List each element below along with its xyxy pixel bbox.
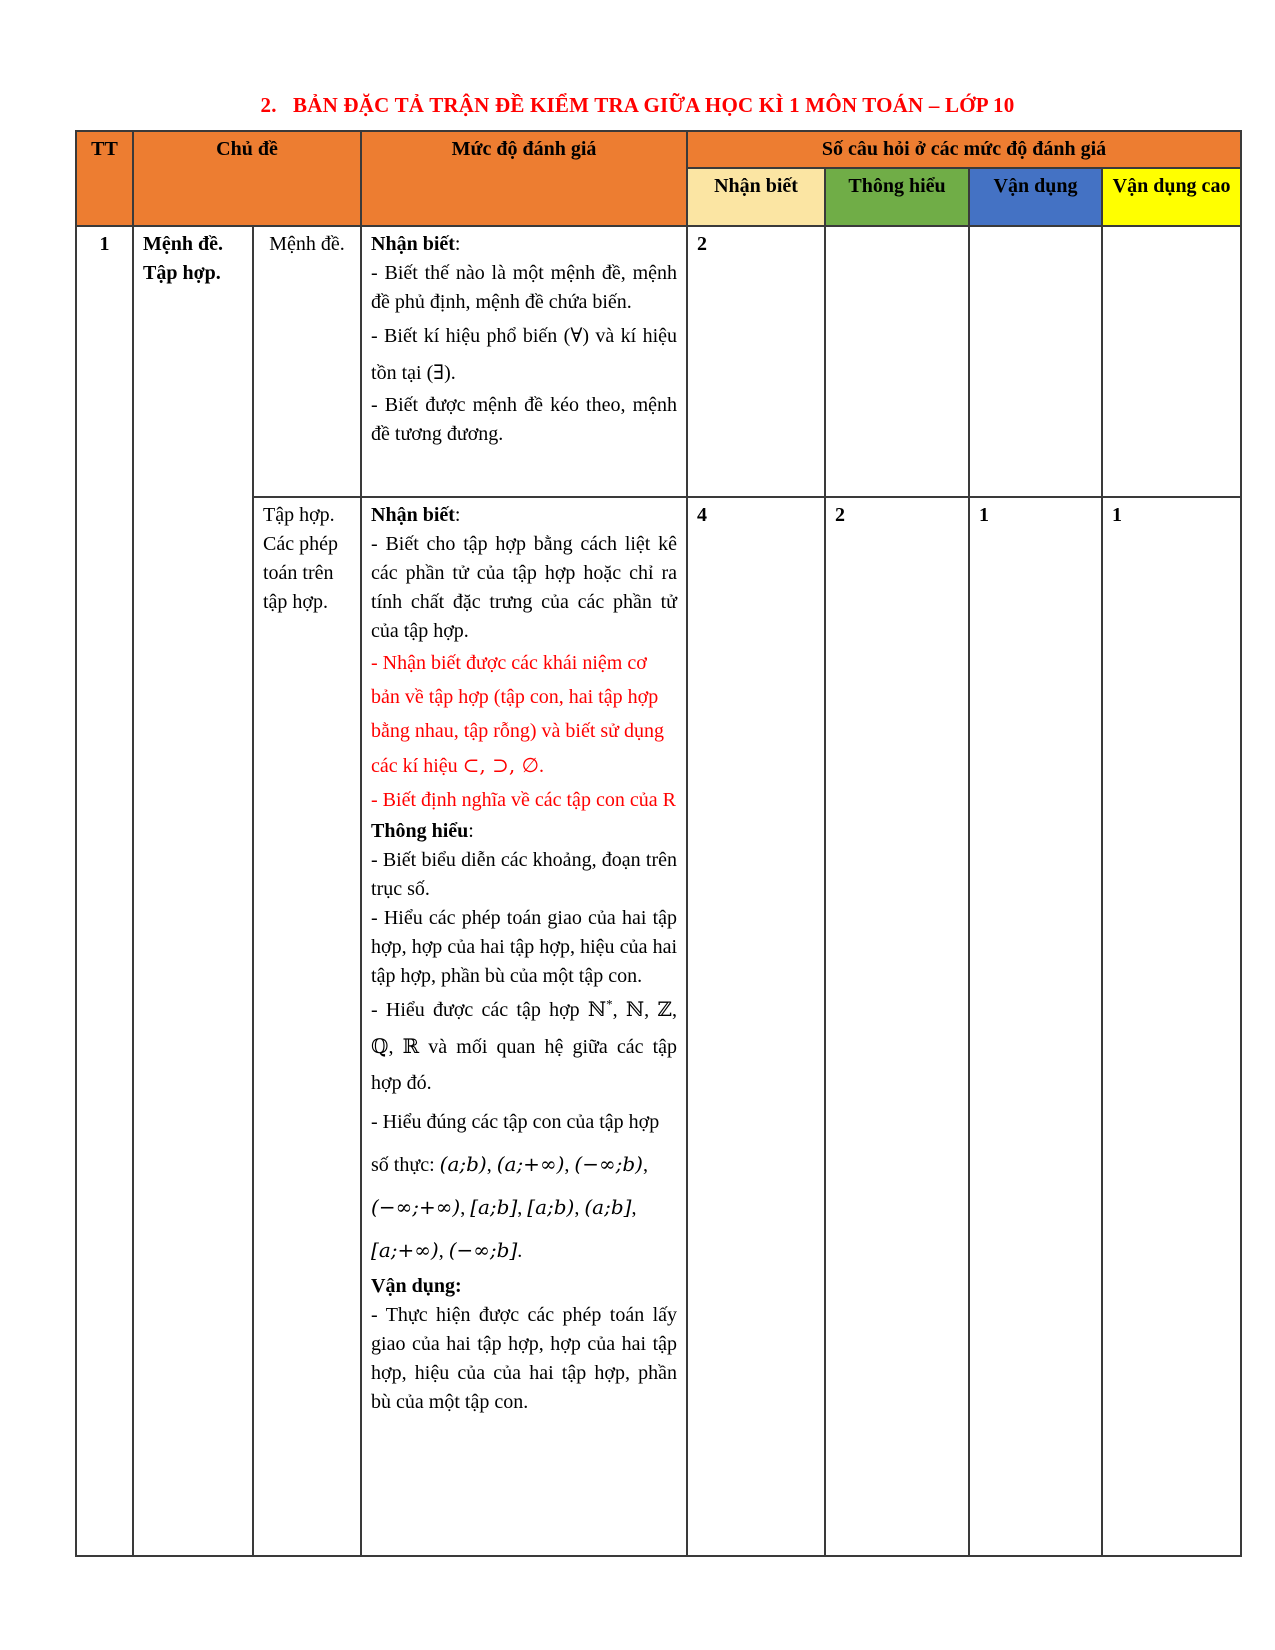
body-row-menh-de (76, 226, 1241, 497)
text-segment: , (438, 1240, 449, 1262)
text-segment: , (460, 1197, 471, 1219)
criteria-item (371, 259, 677, 317)
text-segment: - Hiểu các phép toán giao của hai tập hợp, hợp của hai tập hợp, hiệu của hai tập hợp, phần bù của một tập con. (371, 907, 678, 987)
text-segment: [a;b) (527, 1195, 575, 1219)
count-thong-hieu-cell (825, 226, 969, 497)
text-segment: (−∞;+∞) (371, 1195, 461, 1219)
text-segment: - Biết biểu diễn các khoảng, đoạn trên trục số. (371, 849, 678, 900)
header-row-1 (76, 131, 1241, 168)
count-van-dung-cao-cell: 1 (1102, 497, 1241, 1556)
text-segment: ℚ (371, 1034, 389, 1058)
text-segment: Vận dụng: (371, 1275, 462, 1297)
text-segment: , (631, 1197, 637, 1219)
text-segment: , (612, 999, 626, 1021)
criteria-item (371, 783, 677, 817)
text-segment: - Biết kí hiệu phổ biến ( (371, 325, 571, 347)
text-segment: - Nhận biết được các khái niệm cơ bản về tập hợp (tập con, hai tập hợp bằng nhau, tập rỗng) và biết sử dụng các kí hiệu (371, 652, 665, 777)
text-segment: [a;b] (470, 1195, 518, 1219)
text-segment: (a;+∞) (496, 1152, 565, 1176)
criteria-item (371, 846, 677, 904)
criteria-item (371, 646, 677, 783)
text-segment: , (642, 1154, 648, 1176)
criteria-cell-menh-de (361, 226, 687, 497)
header-chu-de: Chủ đề (133, 131, 361, 226)
count-nhan-biet-cell: 4 (687, 497, 825, 1556)
text-segment: và mối quan hệ giữa các tập hợp đó. (371, 1036, 678, 1094)
text-segment: - Thực hiện được các phép toán lấy giao của hai tập hợp, hợp của hai tập hợp, hiệu của của hai tập hợp, phần bù của một tập con. (371, 1304, 678, 1413)
text-segment: (−∞;b] (448, 1238, 518, 1262)
text-segment: - Hiểu được các tập hợp (371, 999, 588, 1021)
level-heading (371, 817, 677, 846)
row-number-cell: 1 (76, 226, 133, 1556)
level-heading (371, 1272, 677, 1301)
text-segment: , (564, 1154, 575, 1176)
text-segment: (a;b] (584, 1195, 632, 1219)
header-van-dung-cao: Vận dụng cao (1102, 168, 1241, 226)
text-segment: ) và kí hiệu tồn tại ( (371, 325, 678, 384)
text-segment: ℕ (625, 997, 645, 1021)
text-segment: . (517, 1240, 523, 1262)
text-segment: ∃ (433, 360, 445, 384)
header-van-dung: Vận dụng (969, 168, 1102, 226)
specification-table (75, 130, 1242, 1557)
subtopic-cell-menh-de: Mệnh đề. (253, 226, 361, 497)
topic-cell: Mệnh đề. Tập hợp. (133, 226, 253, 1556)
criteria-item (371, 904, 677, 991)
text-segment: - Biết thế nào là một mệnh đề, mệnh đề phủ định, mệnh đề chứa biến. (371, 262, 678, 313)
text-segment: (−∞;b) (574, 1152, 643, 1176)
criteria-item (371, 391, 677, 449)
text-segment: ). (444, 362, 456, 384)
criteria-item (371, 530, 677, 646)
text-segment: - Biết định nghĩa về các tập con của R (371, 789, 676, 811)
header-muc-do-danh-gia: Mức độ đánh giá (361, 131, 687, 226)
text-segment: . (539, 755, 545, 777)
text-segment: ⊂, ⊃, ∅ (462, 753, 540, 777)
text-segment: , (388, 1036, 403, 1058)
count-nhan-biet-cell: 2 (687, 226, 825, 497)
text-segment: , (672, 999, 678, 1021)
subtopic-cell-tap-hop: Tập hợp. Các phép toán trên tập hợp. (253, 497, 361, 1556)
text-segment: * (606, 996, 613, 1012)
text-segment: , (486, 1154, 497, 1176)
level-heading (371, 230, 677, 259)
count-van-dung-cao-cell (1102, 226, 1241, 497)
count-van-dung-cell: 1 (969, 497, 1102, 1556)
document-title: 2. BẢN ĐẶC TẢ TRẬN ĐỀ KIỂM TRA GIỮA HỌC KÌ 1 MÔN TOÁN – LỚP 10 (260, 93, 1015, 117)
text-segment: - Biết được mệnh đề kéo theo, mệnh đề tương đương. (371, 394, 678, 445)
text-segment: - Biết cho tập hợp bằng cách liệt kê các phần tử của tập hợp hoặc chỉ ra tính chất đặc trưng của các phần tử của tập hợp. (371, 533, 678, 642)
header-thong-hieu: Thông hiểu (825, 168, 969, 226)
header-nhan-biet: Nhận biết (687, 168, 825, 226)
level-heading (371, 501, 677, 530)
text-segment: , (644, 999, 658, 1021)
text-segment: (a;b) (439, 1152, 487, 1176)
header-so-cau-hoi: Số câu hỏi ở các mức độ đánh giá (687, 131, 1241, 168)
text-segment: ℤ (657, 997, 673, 1021)
text-segment: - Hiểu đúng các tập con của tập hợp số thực: (371, 1111, 660, 1176)
text-segment: : (454, 504, 461, 526)
text-segment: : (454, 233, 461, 255)
criteria-item (371, 1301, 677, 1417)
criteria-item (371, 1101, 677, 1272)
text-segment: ∀ (570, 323, 583, 347)
count-thong-hieu-cell: 2 (825, 497, 969, 1556)
text-segment: : (468, 820, 474, 842)
text-segment: Thông hiểu (371, 820, 469, 842)
text-segment: , (574, 1197, 585, 1219)
criteria-cell-tap-hop (361, 497, 687, 1556)
text-segment: , (517, 1197, 528, 1219)
criteria-item (371, 317, 677, 391)
text-segment: Nhận biết (371, 233, 455, 255)
text-segment: ℕ (587, 997, 607, 1021)
criteria-item (371, 991, 677, 1101)
header-tt: TT (76, 131, 133, 226)
text-segment: Nhận biết (371, 504, 455, 526)
text-segment: [a;+∞) (371, 1238, 439, 1262)
text-segment: ℝ (402, 1034, 420, 1058)
count-van-dung-cell (969, 226, 1102, 497)
